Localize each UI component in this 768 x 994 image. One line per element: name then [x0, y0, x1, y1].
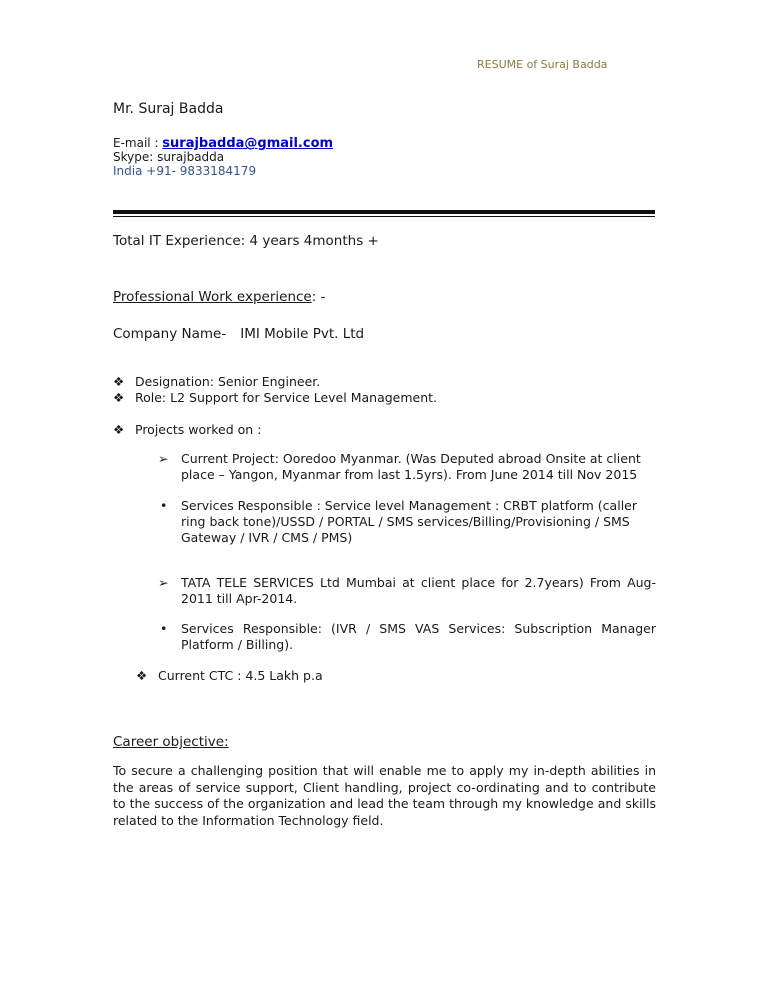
company-label: Company Name-: [113, 326, 227, 342]
project-item: Current Project: Ooredoo Myanmar. (Was Deputed abroad Onsite at client place – Yangon, Myanmar from last 1.5yrs). From June 2014 till Nov 2015: [181, 451, 641, 482]
diamond-bullet-icon: ❖: [136, 668, 148, 683]
company-line: [113, 326, 364, 342]
objective-text: To secure a challenging position that will enable me to apply my in-depth abilities in the areas of service support, Client handling, project co-ordinating and to contribute to the success of the organization and lead the team through my knowledge and skills related to the Information Technology field.: [113, 763, 656, 828]
candidate-name: Mr. Suraj Badda: [113, 101, 224, 117]
header-title: RESUME of Suraj Badda: [477, 58, 608, 71]
projects-label: Projects worked on :: [135, 422, 262, 437]
arrow-bullet-icon: ➢: [158, 575, 169, 590]
objective-heading: Career objective:: [113, 734, 229, 750]
project-item: TATA TELE SERVICES Ltd Mumbai at client place for 2.7years) From Aug-2011 till Apr-2014.: [181, 575, 656, 606]
role-text: Role: L2 Support for Service Level Management.: [135, 390, 438, 405]
dot-bullet-icon: •: [160, 498, 168, 513]
total-experience: Total IT Experience: 4 years 4months +: [113, 233, 379, 249]
phone-line: India +91- 9833184179: [113, 164, 257, 178]
skype-line: Skype: surajbadda: [113, 150, 225, 164]
project-item: Services Responsible: (IVR / SMS VAS Services: Subscription Manager Platform / Billing).: [181, 621, 656, 652]
email-label: E-mail :: [113, 136, 163, 150]
divider-thin: [113, 216, 655, 217]
work-heading-text: Professional Work experience: [113, 289, 312, 305]
project-item: Services Responsible : Service level Management : CRBT platform (caller ring back tone)/USSD / PORTAL / SMS services/Billing/Provisioning / SMS Gateway / IVR / CMS / PMS): [181, 498, 637, 545]
diamond-bullet-icon: ❖: [113, 422, 125, 437]
arrow-bullet-icon: ➢: [158, 451, 169, 466]
company-name: IMI Mobile Pvt. Ltd: [240, 326, 365, 342]
ctc-text: Current CTC : 4.5 Lakh p.a: [158, 668, 323, 683]
designation-text: Designation: Senior Engineer.: [135, 374, 321, 389]
work-heading: [113, 289, 325, 305]
dot-bullet-icon: •: [160, 621, 168, 636]
email-link[interactable]: surajbadda@gmail.com: [162, 136, 334, 151]
work-heading-suffix: : -: [311, 289, 326, 305]
diamond-bullet-icon: ❖: [113, 390, 125, 405]
email-line: [113, 136, 333, 151]
diamond-bullet-icon: ❖: [113, 374, 125, 389]
divider-thick: [113, 210, 655, 214]
